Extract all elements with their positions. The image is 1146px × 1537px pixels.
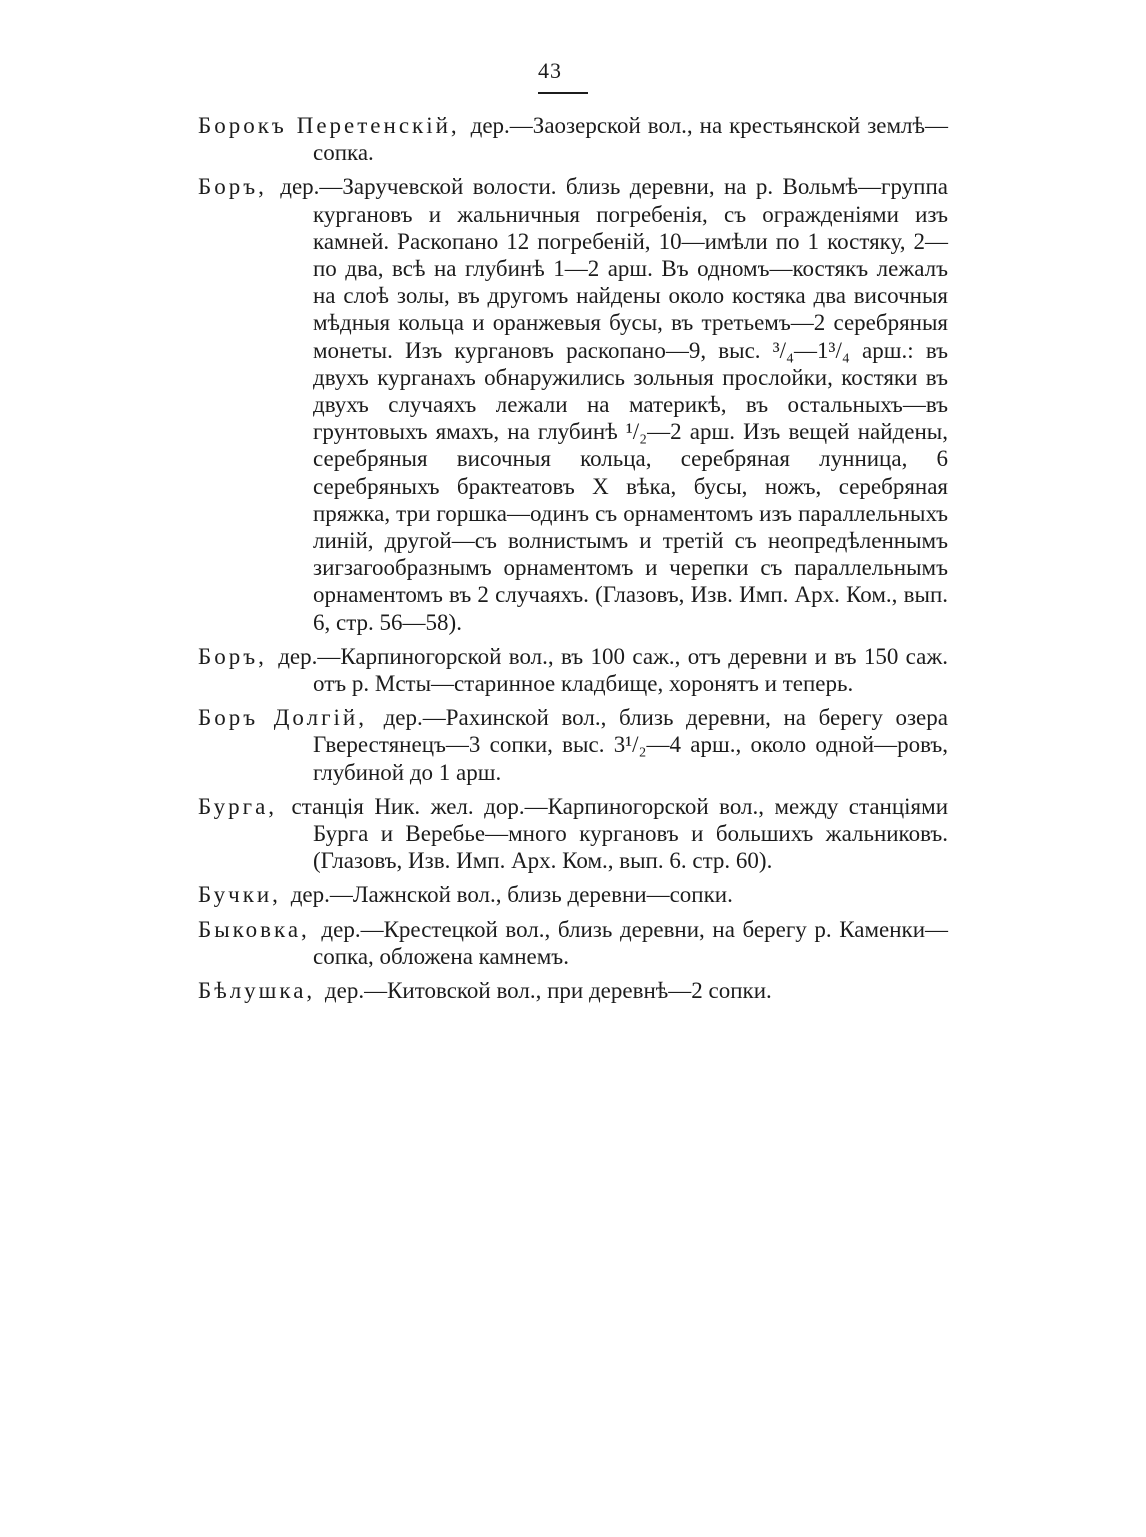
entry-text: дер.—Китовской вол., при деревнѣ—2 сопки. <box>324 978 772 1004</box>
entry-headword: Боръ Долгій, <box>198 705 367 731</box>
entry-buchki <box>198 881 948 908</box>
entry-bykovka <box>198 916 948 970</box>
page-number: 43 <box>538 58 562 83</box>
entry-text: дер.—Заозерской вол., на крестьянской землѣ—сопка. <box>313 113 949 166</box>
gazetteer-entries <box>198 112 948 1011</box>
entry-headword: Бѣлушка, <box>198 978 316 1004</box>
entry-borok-peretenskiy <box>198 112 948 166</box>
entry-text: дер.—Лажнской вол., близь деревни—сопки. <box>290 882 733 908</box>
entry-text: дер.—Карпиногорской вол., въ 100 саж., отъ деревни и въ 150 саж. отъ р. Мсты—старинное кладбище, хоронятъ и теперь. <box>278 643 948 697</box>
entry-headword: Бурга, <box>198 793 278 819</box>
entry-text: станція Ник. жел. дор.—Карпиногорской вол., между станціями Бурга и Веребье—много кургановъ и большихъ жальниковъ. (Глазовъ, Изв. Имп. Арх. Ком., вып. 6. стр. 60). <box>291 793 948 874</box>
entry-headword: Бучки, <box>198 882 281 908</box>
entry-bor-dolgiy <box>198 704 948 786</box>
entry-headword: Боръ, <box>198 643 267 669</box>
entry-text: дер.—Рахинской вол., близь деревни, на берегу озера Гверестянецъ—3 сопки, выс. 3¹/₂—4 арш., около одной—ровъ, глубиной до 1 арш. <box>313 705 948 785</box>
entry-headword: Боръ, <box>198 174 267 200</box>
entry-headword: Борокъ Перетенскій, <box>198 113 460 138</box>
entry-bor-zaruchevskaya <box>198 173 948 635</box>
entry-text: дер.—Крестецкой вол., близь деревни, на берегу р. Каменки—сопка, обложена камнемъ. <box>313 916 949 969</box>
entry-burga <box>198 793 948 875</box>
entry-text: дер.—Заручевской волости. близь деревни, на р. Вольмѣ—группа кургановъ и жальничныя погребенія, съ огражденіями изъ камней. Раскопано 12 погребеній, 10—имѣли по 1 костяку, 2—по два, всѣ на глубинѣ 1—2 арш. Въ одномъ—костякъ лежалъ на слоѣ золы, въ другомъ найдены около костяка два височныя мѣдныя кольца и оранжевыя бусы, въ третьемъ—2 серебряныя монеты. Изъ кургановъ раскопано—9, выс. ³/₄—1³/₄ арш.: въ двухъ курганахъ обнаружились зольныя прослойки, костяки въ двухъ случаяхъ лежали на материкѣ, въ остальныхъ—въ грунтовыхъ ямахъ, на глубинѣ ¹/₂—2 арш. Изъ вещей найдены, серебряныя височныя кольца, серебряная лунница, 6 серебряныхъ брактеатовъ X вѣка, бусы, ножъ, серебряная пряжка, три горшка—одинъ съ орнаментомъ изъ параллельныхъ линій, другой—съ волнистымъ и третій съ неопредѣленнымъ зигзагообразнымъ орнаментомъ и черепки съ параллельнымъ орнаментомъ въ 2 случаяхъ. (Глазовъ, Изв. Имп. Арх. Ком., вып. 6, стр. 56—58). <box>280 174 949 635</box>
page-number-rule <box>538 92 588 94</box>
entry-belushka <box>198 977 948 1004</box>
entry-headword: Быковка, <box>198 916 310 942</box>
entry-bor-karpinogorskaya <box>198 643 948 697</box>
